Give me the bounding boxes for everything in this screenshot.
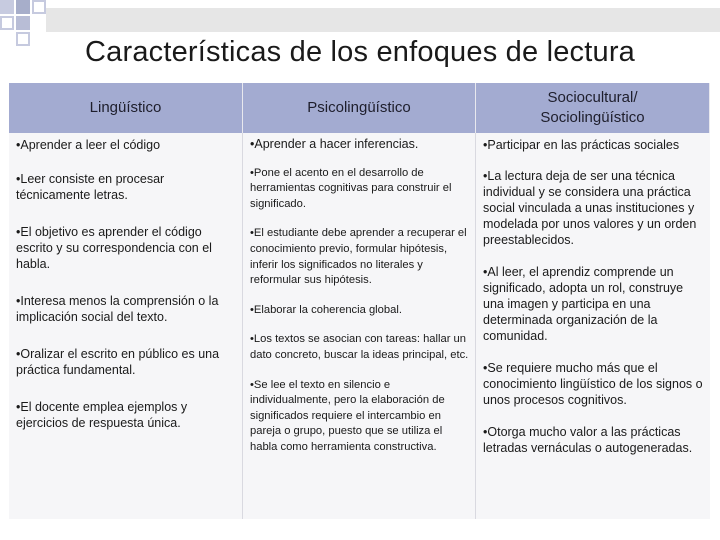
- list-item: •Los textos se asocian con tareas: hallar un dato concreto, buscar la ideas principal, etc.: [250, 333, 469, 361]
- list-item: •Aprender a hacer inferencias.: [250, 137, 419, 151]
- column-header-psicolinguistico: Psicolingüístico: [243, 83, 476, 133]
- column-body-sociocultural: [476, 133, 710, 519]
- list-item: •Aprender a leer el código: [16, 138, 161, 152]
- list-item: •El docente emplea ejemplos y ejercicios de respuesta única.: [16, 400, 188, 430]
- decor-top-bar: [46, 8, 720, 32]
- list-item: •Otorga mucho valor a las prácticas letradas vernáculas o autogeneradas.: [483, 425, 693, 455]
- list-item: •Participar en las prácticas sociales: [483, 138, 680, 152]
- list-item: •La lectura deja de ser una técnica individual y se considera una práctica social vinculada a unas instituciones y modelada por unos valores y un orden preestablecidos.: [483, 169, 697, 247]
- list-item: •Elaborar la coherencia global.: [250, 303, 402, 316]
- list-item: •Se requiere mucho más que el conocimiento lingüístico de los signos o unos procesos cognitivos.: [483, 361, 703, 407]
- column-body-psicolinguistico: [243, 133, 476, 519]
- column-header-linguistico: Lingüístico: [9, 83, 243, 133]
- decor-square: [0, 0, 14, 14]
- decor-square: [16, 16, 30, 30]
- list-item: •Al leer, el aprendiz comprende un significado, adopta un rol, construye una imagen y participa en una determinada organización de la comunidad.: [483, 265, 684, 343]
- list-item: •Pone el acento en el desarrollo de herramientas cognitivas para construir el significado.: [250, 166, 452, 210]
- decor-square-outline: [32, 0, 46, 14]
- decor-square: [16, 0, 30, 14]
- list-item: •Se lee el texto en silencio e individualmente, pero la elaboración de significados requiere el intercambio en pareja o grupo, puesto que se utiliza el habla como herramienta constructiva.: [250, 378, 445, 453]
- list-item: •Leer consiste en procesar técnicamente letras.: [16, 172, 165, 202]
- list-item: •El estudiante debe aprender a recuperar el conocimiento previo, formular hipótesis, inferir los significados no literales y reformular sus hipótesis.: [250, 227, 467, 287]
- list-item: •Interesa menos la comprensión o la implicación social del texto.: [16, 294, 219, 324]
- column-body-linguistico: [9, 133, 243, 519]
- slide-title: Características de los enfoques de lectura: [84, 36, 636, 68]
- comparison-table: [9, 83, 710, 519]
- decor-square-outline: [0, 16, 14, 30]
- list-item: •El objetivo es aprender el código escrito y su correspondencia con el habla.: [16, 225, 212, 271]
- column-header-sociocultural: Sociocultural/ Sociolingüístico: [476, 83, 710, 133]
- list-item: •Oralizar el escrito en público es una práctica fundamental.: [16, 347, 220, 377]
